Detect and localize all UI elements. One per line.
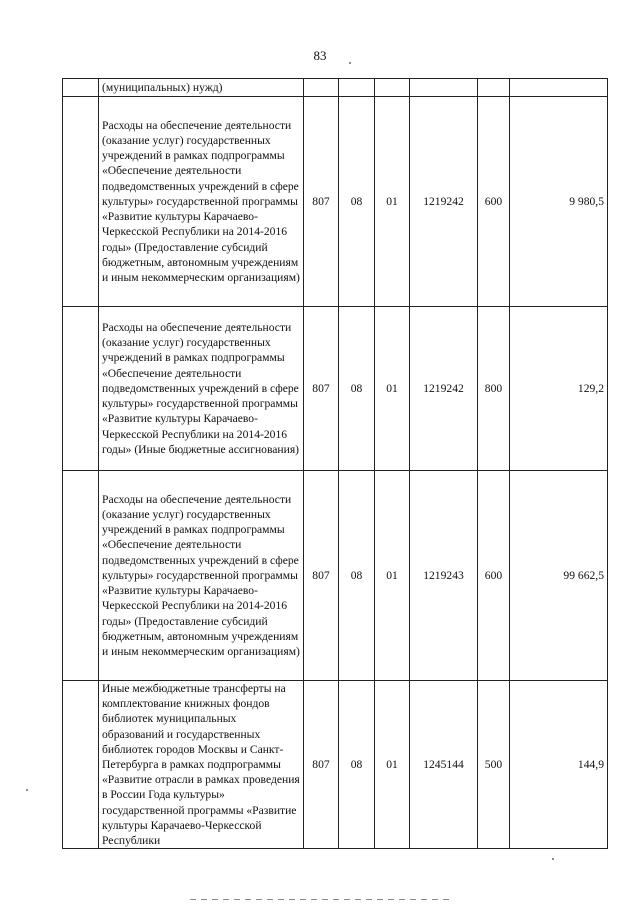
row-marker-cell bbox=[63, 97, 99, 307]
section-cell: 08 bbox=[339, 97, 375, 307]
budget-table bbox=[62, 78, 608, 849]
ved-cell: 807 bbox=[304, 471, 339, 681]
expense-type-cell: 600 bbox=[478, 97, 510, 307]
target-article-cell: 1245144 bbox=[410, 681, 478, 849]
subsection-cell: 01 bbox=[375, 97, 410, 307]
page-number: 83 bbox=[313, 48, 327, 63]
scan-edge-line bbox=[190, 899, 450, 900]
target-article-cell bbox=[410, 79, 478, 97]
ved-cell: 807 bbox=[304, 681, 339, 849]
table-row bbox=[63, 681, 608, 849]
expense-type-cell: 500 bbox=[478, 681, 510, 849]
expense-type-cell bbox=[478, 79, 510, 97]
target-article-cell: 1219243 bbox=[410, 471, 478, 681]
table-row bbox=[63, 97, 608, 307]
amount-cell: 129,2 bbox=[510, 307, 608, 471]
scan-speck bbox=[26, 789, 28, 791]
target-article-cell: 1219242 bbox=[410, 97, 478, 307]
target-article-cell: 1219242 bbox=[410, 307, 478, 471]
amount-cell: 144,9 bbox=[510, 681, 608, 849]
amount-cell: 9 980,5 bbox=[510, 97, 608, 307]
section-cell: 08 bbox=[339, 681, 375, 849]
row-marker-cell bbox=[63, 79, 99, 97]
subsection-cell: 01 bbox=[375, 307, 410, 471]
description-cell: Иные межбюджетные трансферты на комплектование книжных фондов библиотек муниципальных образований и государственных библиотек городов Москвы и Санкт-Петербурга в рамках подпрограммы «Развитие отрасли в рамках проведения в России Года культуры» государственной программы «Развитие культуры Карачаево-Черкесской Республики bbox=[99, 681, 304, 849]
scan-speck bbox=[349, 62, 351, 64]
table-row bbox=[63, 471, 608, 681]
description-cell: Расходы на обеспечение деятельности (оказание услуг) государственных учреждений в рамках подпрограммы «Обеспечение деятельности подведомственных учреждений в сфере культуры» государственной программы «Развитие культуры Карачаево-Черкесской Республики на 2014-2016 годы» (Предоставление субсидий бюджетным, автономным учреждениям и иным некоммерческим организациям) bbox=[99, 97, 304, 307]
amount-cell: 99 662,5 bbox=[510, 471, 608, 681]
expense-type-cell: 600 bbox=[478, 471, 510, 681]
section-cell: 08 bbox=[339, 307, 375, 471]
subsection-cell: 01 bbox=[375, 681, 410, 849]
amount-cell bbox=[510, 79, 608, 97]
expense-type-cell: 800 bbox=[478, 307, 510, 471]
description-cell: Расходы на обеспечение деятельности (оказание услуг) государственных учреждений в рамках подпрограммы «Обеспечение деятельности подведомственных учреждений в сфере культуры» государственной программы «Развитие культуры Карачаево-Черкесской Республики на 2014-2016 годы» (Предоставление субсидий бюджетным, автономным учреждениям и иным некоммерческим организациям) bbox=[99, 471, 304, 681]
subsection-cell: 01 bbox=[375, 471, 410, 681]
row-marker-cell bbox=[63, 471, 99, 681]
description-cell: Расходы на обеспечение деятельности (оказание услуг) государственных учреждений в рамках подпрограммы «Обеспечение деятельности подведомственных учреждений в сфере культуры» государственной программы «Развитие культуры Карачаево-Черкесской Республики на 2014-2016 годы» (Иные бюджетные ассигнования) bbox=[99, 307, 304, 471]
section-cell bbox=[339, 79, 375, 97]
row-marker-cell bbox=[63, 681, 99, 849]
description-cell: (муниципальных) нужд) bbox=[99, 79, 304, 97]
row-marker-cell bbox=[63, 307, 99, 471]
ved-cell: 807 bbox=[304, 307, 339, 471]
table-row-continuation bbox=[63, 79, 608, 97]
ved-cell bbox=[304, 79, 339, 97]
subsection-cell bbox=[375, 79, 410, 97]
scan-speck bbox=[552, 858, 554, 860]
ved-cell: 807 bbox=[304, 97, 339, 307]
table-row bbox=[63, 307, 608, 471]
section-cell: 08 bbox=[339, 471, 375, 681]
